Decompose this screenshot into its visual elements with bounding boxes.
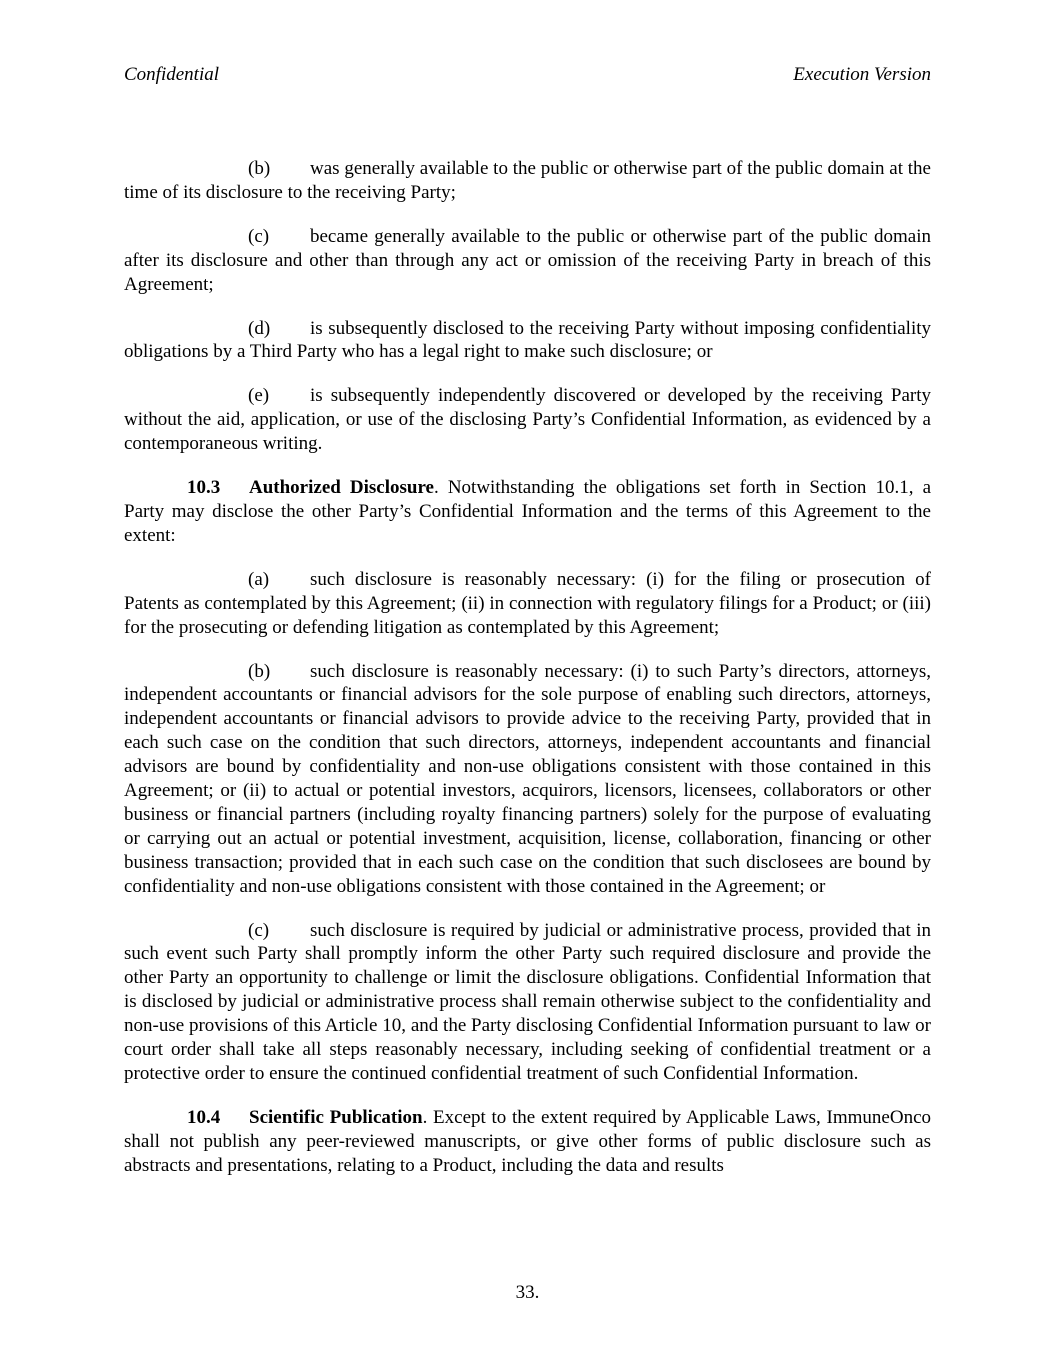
page-number: 33. — [515, 1282, 540, 1303]
clause-label: (d) — [248, 317, 271, 339]
clause-label: (e) — [248, 385, 270, 407]
clause-text: became generally available to the public or otherwise part of the public domain after its disclosure and other than through any act or omission of the receiving Party in breach of this Agreement; — [124, 225, 931, 295]
clause-text: such disclosure is reasonably necessary: (i) to such Party’s directors, attorneys, independent accountants or financial advisors for the sole purpose of enabling such directors, attorneys, independent accountants or financial advisors to provide advice to the receiving Party, provided that in each such case on the condition that such directors, attorneys, independent accountants and financial advisors are bound by confidentiality and non-use obligations consistent with those contained in this Agreement; or (ii) to actual or potential investors, acquirors, licensors, licensees, collaborators or other business or financial partners (including royalty financing partners) solely for the purpose of evaluating or carrying out an actual or potential investment, acquisition, license, collaboration, financing or other business transaction; provided that in each such case on the condition that such disclosees are bound by confidentiality and non-use obligations consistent with those contained in the Agreement; or — [124, 660, 931, 897]
clause-text: was generally available to the public or otherwise part of the public domain at the time of its disclosure to the receiving Party; — [124, 158, 931, 203]
header-confidential-label: Confidential — [124, 64, 219, 85]
section-10-4-paragraph — [124, 1106, 931, 1178]
clause-label: (c) — [248, 919, 270, 941]
clause-text: is subsequently independently discovered or developed by the receiving Party without the aid, application, or use of the disclosing Party’s Confidential Information, as evidenced by a contemporaneous writing. — [124, 385, 931, 455]
clause-text: such disclosure is reasonably necessary: (i) for the filing or prosecution of Patents as contemplated by this Agreement; (ii) in connection with regulatory filings for a Product; or (iii) for the prosecuting or defending litigation as contemplated by this Agreement; — [124, 568, 931, 638]
clause-paragraph — [124, 384, 931, 456]
section-text: . Notwithstanding the obligations set forth in Section 10.1, a Party may disclose the other Party’s Confidential Information and the terms of this Agreement to the extent: — [124, 477, 931, 546]
clause-paragraph — [124, 157, 931, 205]
page-header — [124, 63, 931, 87]
clause-paragraph — [124, 919, 931, 1086]
clause-label: (b) — [248, 158, 271, 179]
clause-label: (b) — [248, 660, 271, 682]
section-10-3-paragraph — [124, 476, 931, 548]
clause-paragraph — [124, 660, 931, 899]
section-title: Authorized Disclosure — [249, 477, 434, 499]
clause-paragraph — [124, 317, 931, 365]
clause-paragraph — [124, 568, 931, 640]
section-number: 10.3 — [187, 477, 221, 499]
clause-label: (c) — [248, 225, 270, 247]
clause-paragraph — [124, 225, 931, 297]
header-version-label: Execution Version — [793, 64, 931, 85]
section-text: . Except to the extent required by Applicable Laws, ImmuneOnco shall not publish any peer-reviewed manuscripts, or give other forms of public disclosure such as abstracts and presentations, relating to a Product, including the data and results — [124, 1106, 932, 1176]
section-number: 10.4 — [187, 1106, 221, 1128]
section-title: Scientific Publication — [249, 1106, 423, 1128]
clause-text: is subsequently disclosed to the receiving Party without imposing confidentiality obligations by a Third Party who has a legal right to make such disclosure; or — [124, 317, 931, 363]
clause-label: (a) — [248, 568, 270, 590]
document-body — [124, 157, 931, 1198]
clause-text: such disclosure is required by judicial or administrative process, provided that in such event such Party shall promptly inform the other Party such required disclosure and provide the other Party an opportunity to challenge or limit the disclosure obligations. Confidential Information that is disclosed by judicial or administrative process shall remain otherwise subject to the confidentiality and non-use provisions of this Article 10, and the Party disclosing Confidential Information pursuant to law or court order shall take all steps reasonably necessary, including seeking of confidential treatment or a protective order to ensure the continued confidential treatment of such Confidential Information. — [124, 919, 931, 1084]
